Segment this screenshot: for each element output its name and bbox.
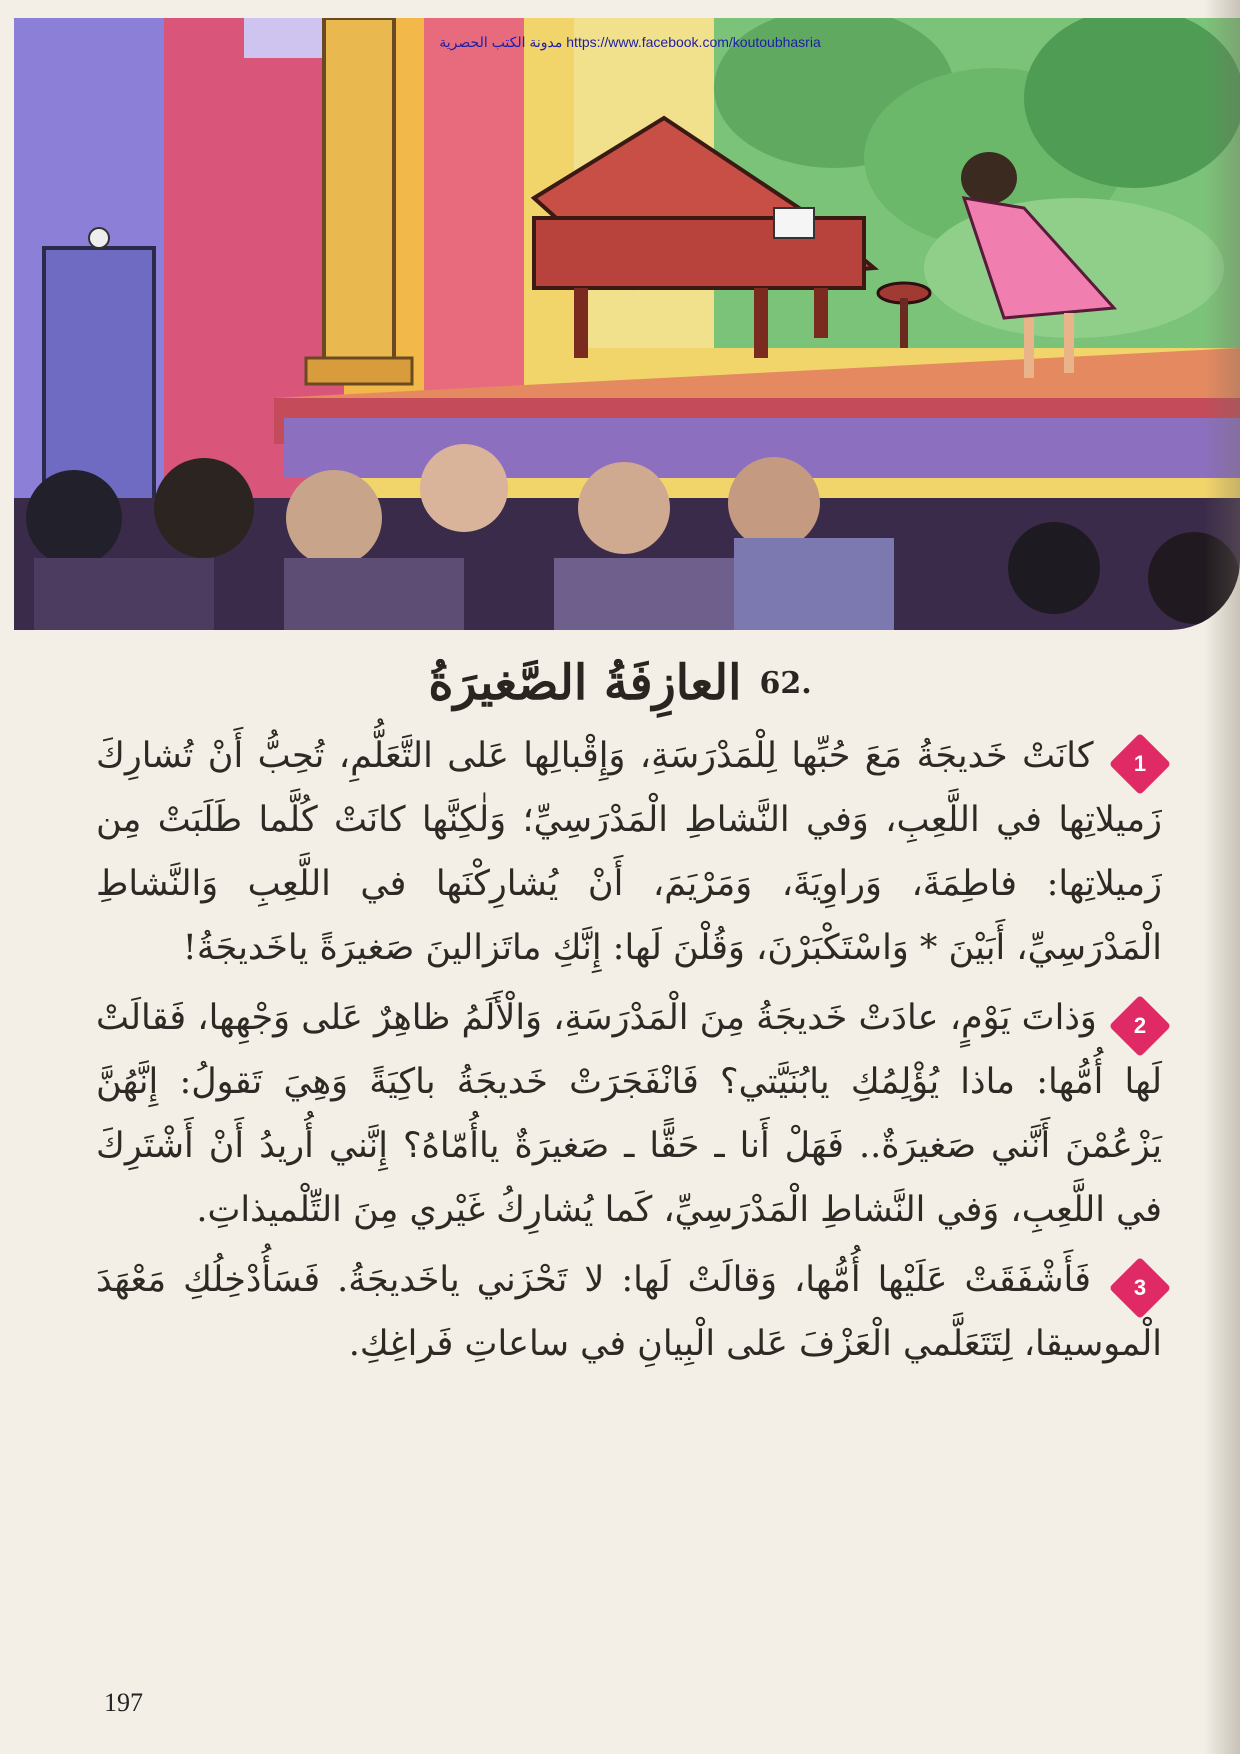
paragraph-3 [96,1248,1162,1376]
binding-shadow [1204,0,1240,1754]
lesson-text [96,724,1162,1382]
paragraph-text: فَأَشْفَقَتْ عَلَيْها أُمُّها، وَقالَتْ لَها: لا تَحْزَني ياخَديجَةُ. فَسَأُدْخِلُكِ مَعْهَدَ الْموسيقا، لِتَتَعَلَّمي الْعَزْفَ عَلى الْبِيانِ في ساعاتِ فَراغِكِ. [96,1260,1162,1364]
lesson-header [0,648,1240,718]
paragraph-1 [96,724,1162,980]
paragraph-number-badge: 1 [1109,733,1171,795]
watermark-url: مدونة الكتب الحصرية https://www.facebook.com/koutoubhasria [439,34,821,50]
paragraph-text: وَذاتَ يَوْمٍ، عادَتْ خَديجَةُ مِنَ الْمَدْرَسَةِ، وَالْأَلَمُ ظاهِرٌ عَلى وَجْهِها، فَقالَتْ لَها أُمُّها: ماذا يُؤْلِمُكِ يابُنَيَّتي؟ فَانْفَجَرَتْ خَديجَةُ باكِيَةً وَهِيَ تَقولُ: إِنَّهُنَّ يَزْعُمْنَ أَنَّني صَغيرَةٌ.. فَهَلْ أَنا ـ حَقًّا ـ صَغيرَةٌ ياأُمّاهُ؟ إِنَّني أُريدُ أَنْ أَشْتَرِكَ في اللَّعِبِ، وَفي النَّشاطِ الْمَدْرَسِيِّ، كَما يُشارِكُ غَيْري مِنَ التِّلْميذاتِ. [96,998,1162,1230]
illustration-canvas [14,18,1240,630]
lesson-title: العازِفَةُ الصَّغيرَةُ [428,655,742,711]
concert-stage-illustration [14,18,1240,630]
paragraph-2 [96,986,1162,1242]
page-number: 197 [104,1688,143,1717]
paragraph-text: كانَتْ خَديجَةُ مَعَ حُبِّها لِلْمَدْرَسَةِ، وَإِقْبالِها عَلى التَّعَلُّمِ، تُحِبُّ أَنْ تُشارِكَ زَميلاتِها في اللَّعِبِ، وَفي النَّشاطِ الْمَدْرَسِيِّ؛ وَلٰكِنَّها كانَتْ كُلَّما طَلَبَتْ مِن زَميلاتِها: فاطِمَةَ، وَراوِيَةَ، وَمَرْيَمَ، أَنْ يُشارِكْنَها في اللَّعِبِ وَالنَّشاطِ الْمَدْرَسِيِّ، أَبَيْنَ * وَاسْتَكْبَرْنَ، وَقُلْنَ لَها: إِنَّكِ ماتَزالينَ صَغيرَةً ياخَديجَةُ! [96,736,1162,968]
lesson-number: 62. [759,665,812,701]
paragraph-number-badge: 3 [1109,1257,1171,1319]
paragraph-number-badge: 2 [1109,995,1171,1057]
